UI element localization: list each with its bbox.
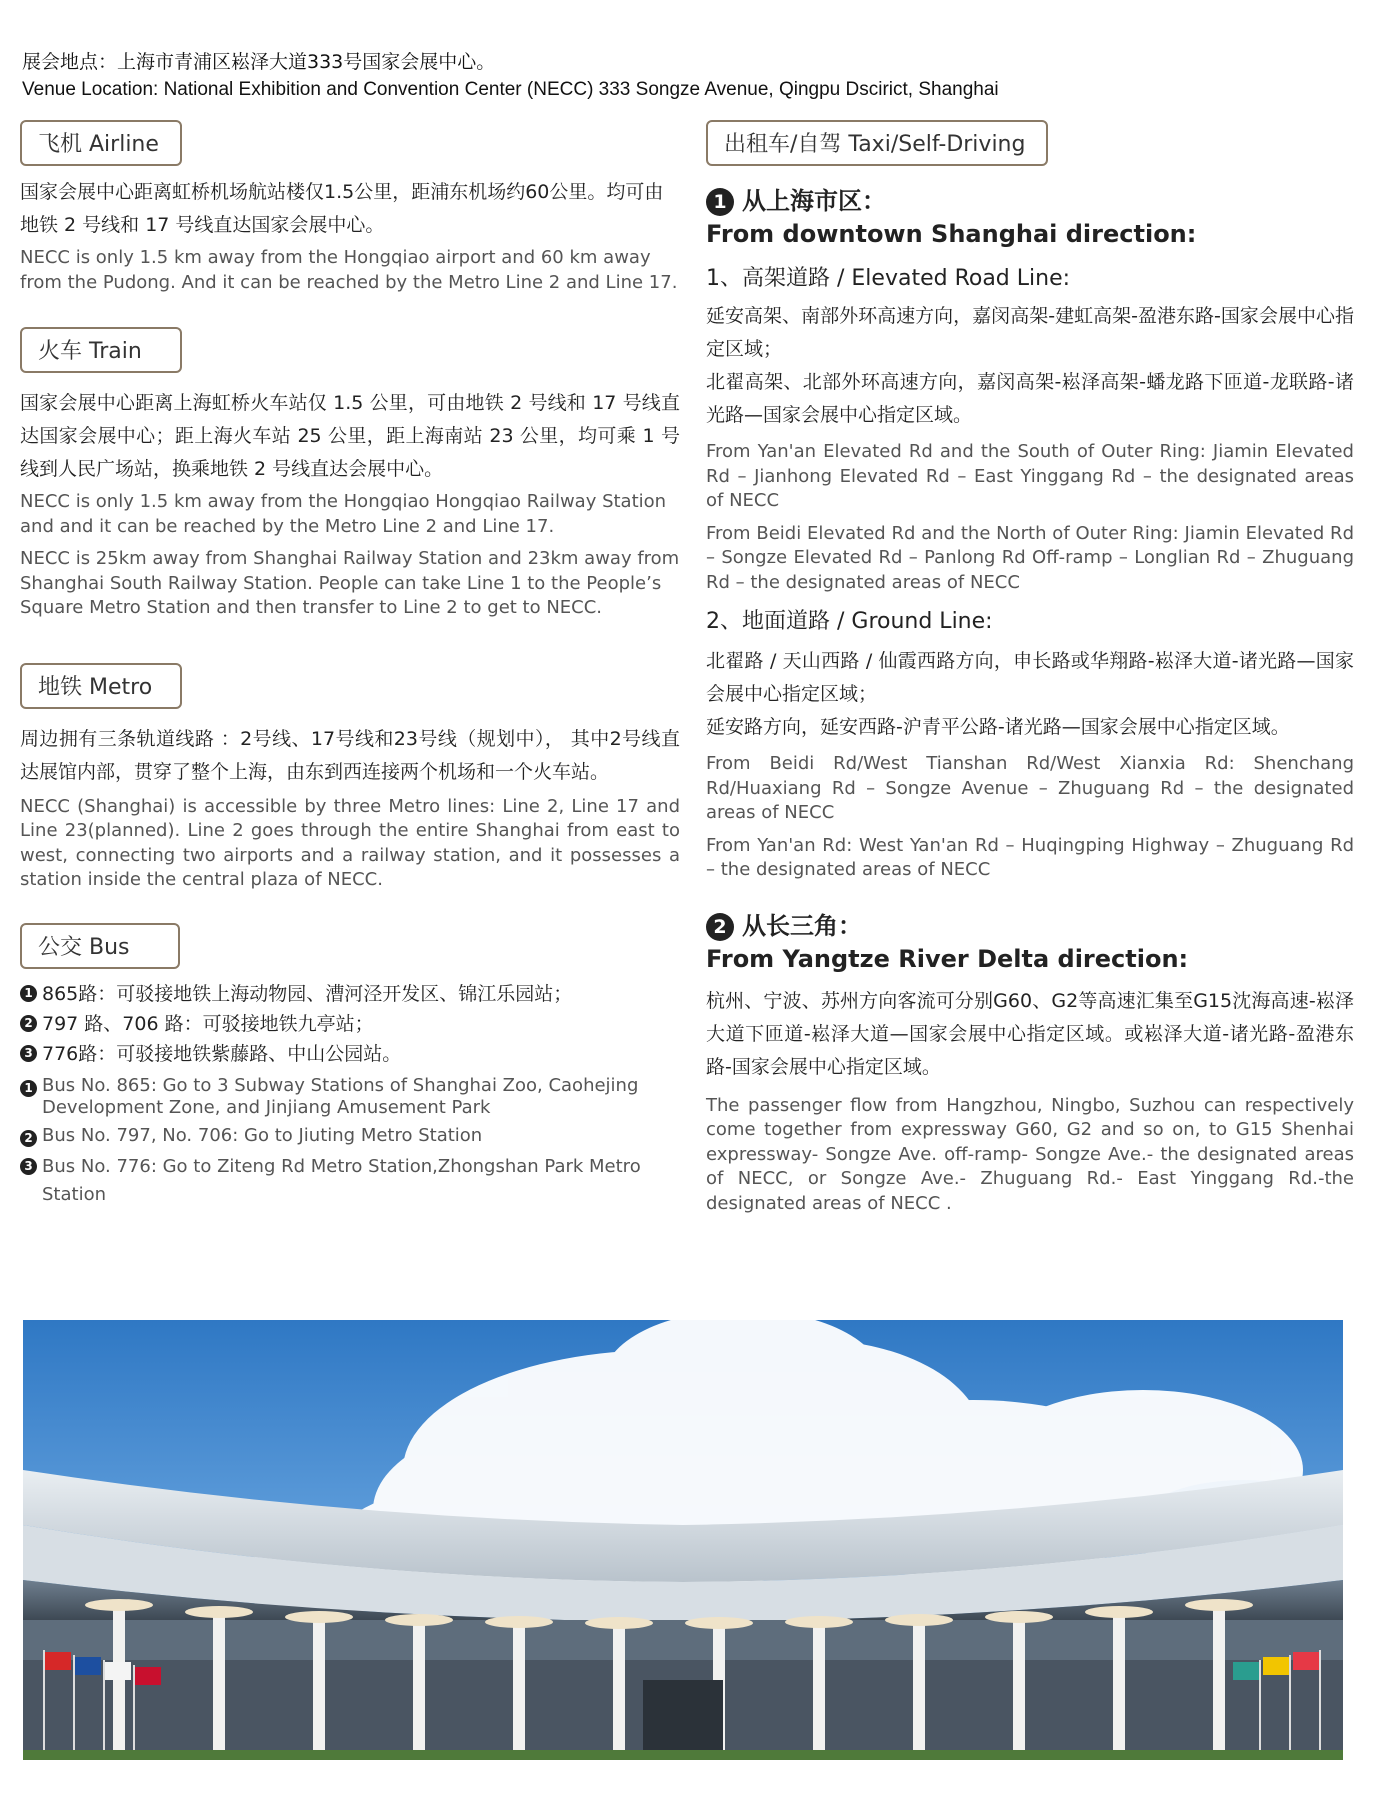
number-badge: 2 [20,1130,37,1147]
bus-route-en: Bus No. 776: Go to Ziteng Rd Metro Station,Zhongshan Park Metro Station [42,1155,641,1205]
downtown-title-zh: 从上海市区： [742,187,886,215]
yangtze-text-en: The passenger flow from Hangzhou, Ningbo, Suzhou can respectively come together from expressway G60, G2 and so on, to G15 Shenhai expressway- Songze Ave. off-ramp- Songze Ave.- the designated areas of NECC, or Songze Ave.- Zhuguang Rd.- East Yinggang Rd.-the designated areas of NECC . [706,1094,1354,1214]
venue-location-zh: 展会地点：上海市青浦区崧泽大道333号国家会展中心。 [22,51,496,73]
ground-text-zh-2: 延安路方向，延安西路-沪青平公路-诸光路—国家会展中心指定区域。 [706,716,1290,738]
bus-route-en: Bus No. 865: Go to 3 Subway Stations of Shanghai Zoo, Caohejing Development Zone, and Jinjiang Amusement Park [42,1074,639,1118]
necc-building-photo [23,1320,1343,1760]
number-badge: 3 [20,1158,37,1175]
elevated-road-heading: 1、高架道路 / Elevated Road Line: [706,266,1071,291]
elevated-text-zh-1: 延安高架、南部外环高速方向，嘉闵高架-建虹高架-盈港东路-国家会展中心指定区域； [706,305,1354,360]
downtown-heading-zh [706,184,1354,218]
train-text-en-2: NECC is 25km away from Shanghai Railway Station and 23km away from Shanghai South Railway Station. People can take Line 1 to the People’s Square Metro Station and then transfer to Line 2 to get to NECC. [20,548,680,618]
ground-text-en-2: From Yan'an Rd: West Yan'an Rd – Huqingping Highway – Zhuguang Rd – the designated areas of NECC [706,834,1354,880]
ground-road-heading: 2、地面道路 / Ground Line: [706,609,993,634]
list-item [20,1153,680,1209]
number-badge: 1 [20,1080,37,1097]
train-section [20,327,680,621]
left-column [20,120,680,1209]
list-item [20,1075,680,1119]
ground-text-en-1: From Beidi Rd/West Tianshan Rd/West Xianxia Rd: Shenchang Rd/Huaxiang Rd – Songze Avenue – Zhuguang Rd – the designated areas of NECC [706,753,1354,823]
metro-text-zh: 周边拥有三条轨道线路 ：2号线、17号线和23号线（规划中）， 其中2号线直达展馆内部，贯穿了整个上海，由东到西连接两个机场和一个火车站。 [20,727,680,783]
yangtze-heading-en: From Yangtze River Delta direction: [706,944,1189,973]
bus-route-en: Bus No. 797, No. 706: Go to Jiuting Metro Station [42,1124,483,1146]
number-badge: 2 [20,1015,37,1032]
yangtze-heading-zh [706,909,1354,943]
yangtze-title-zh: 从长三角： [742,911,862,940]
bus-route-zh: 797 路、706 路：可驳接地铁九亭站； [42,1012,374,1035]
bus-section [20,923,680,1209]
number-badge: 1 [706,188,734,216]
list-item [20,1039,680,1069]
metro-section [20,663,680,893]
yangtze-direction [706,909,1354,1217]
list-item [20,1009,680,1039]
train-tag: 火车 Train [20,327,182,373]
metro-tag: 地铁 Metro [20,663,182,709]
airline-section [20,120,680,295]
bus-route-zh: 865路：可驳接地铁上海动物园、漕河泾开发区、锦江乐园站； [42,982,573,1005]
list-item [20,1125,680,1147]
list-item [20,979,680,1009]
venue-location [22,48,1352,104]
bus-route-zh: 776路：可驳接地铁紫藤路、中山公园站。 [42,1042,402,1065]
venue-location-en: Venue Location: National Exhibition and Convention Center (NECC) 333 Songze Avenue, Qingpu Dscirict, Shanghai [22,79,999,100]
airline-text-zh: 国家会展中心距离虹桥机场航站楼仅1.5公里，距浦东机场约60公里。均可由地铁 2 号线和 17 号线直达国家会展中心。 [20,181,664,236]
number-badge: 2 [706,913,734,941]
airline-tag: 飞机 Airline [20,120,182,166]
yangtze-text-zh: 杭州、宁波、苏州方向客流可分别G60、G2等高速汇集至G15沈海高速-崧泽大道下匝道-崧泽大道—国家会展中心指定区域。或崧泽大道-诸光路-盈港东路-国家会展中心指定区域。 [706,989,1354,1078]
train-text-en-1: NECC is only 1.5 km away from the Hongqiao Hongqiao Railway Station and and it can be reached by the Metro Line 2 and Line 17. [20,491,667,537]
elevated-text-zh-2: 北翟高架、北部外环高速方向，嘉闵高架-崧泽高架-蟠龙路下匝道-龙联路-诸光路—国家会展中心指定区域。 [706,371,1354,426]
downtown-heading-en: From downtown Shanghai direction: [706,220,1197,248]
necc-building-illustration [23,1320,1343,1760]
taxi-tag: 出租车/自驾 Taxi/Self-Driving [706,120,1048,166]
elevated-text-en-2: From Beidi Elevated Rd and the North of Outer Ring: Jiamin Elevated Rd – Songze Elevated Rd – Panlong Rd Off-ramp – Longlian Rd – Zhuguang Rd – the designated areas of NECC [706,522,1354,593]
metro-text-en: NECC (Shanghai) is accessible by three Metro lines: Line 2, Line 17 and Line 23(planned). Line 2 goes through the entire Shanghai from east to west, connecting two airports and a railway station, and it possesses a station inside the central plaza of NECC. [20,795,680,890]
elevated-text-en-1: From Yan'an Elevated Rd and the South of Outer Ring: Jiamin Elevated Rd – Jianhong Elevated Rd – East Yinggang Rd – the designated areas of NECC [706,441,1354,511]
number-badge: 3 [20,1045,37,1062]
train-text-zh: 国家会展中心距离上海虹桥火车站仅 1.5 公里，可由地铁 2 号线和 17 号线直达国家会展中心；距上海火车站 25 公里，距上海南站 23 公里，均可乘 1 号线到人民广场站，换乘地铁 2 号线直达会展中心。 [20,392,680,480]
ground-text-zh-1: 北翟路 / 天山西路 / 仙霞西路方向，申长路或华翔路-崧泽大道-诸光路—国家会展中心指定区域； [706,650,1354,705]
bus-list-en [20,1075,680,1209]
bus-tag: 公交 Bus [20,923,180,969]
airline-text-en: NECC is only 1.5 km away from the Hongqiao airport and 60 km away from the Pudong. And it can be reached by the Metro Line 2 and Line 17. [20,247,678,293]
downtown-direction [706,184,1354,883]
number-badge: 1 [20,985,37,1002]
right-column [706,120,1354,1216]
bus-list-zh [20,979,680,1069]
